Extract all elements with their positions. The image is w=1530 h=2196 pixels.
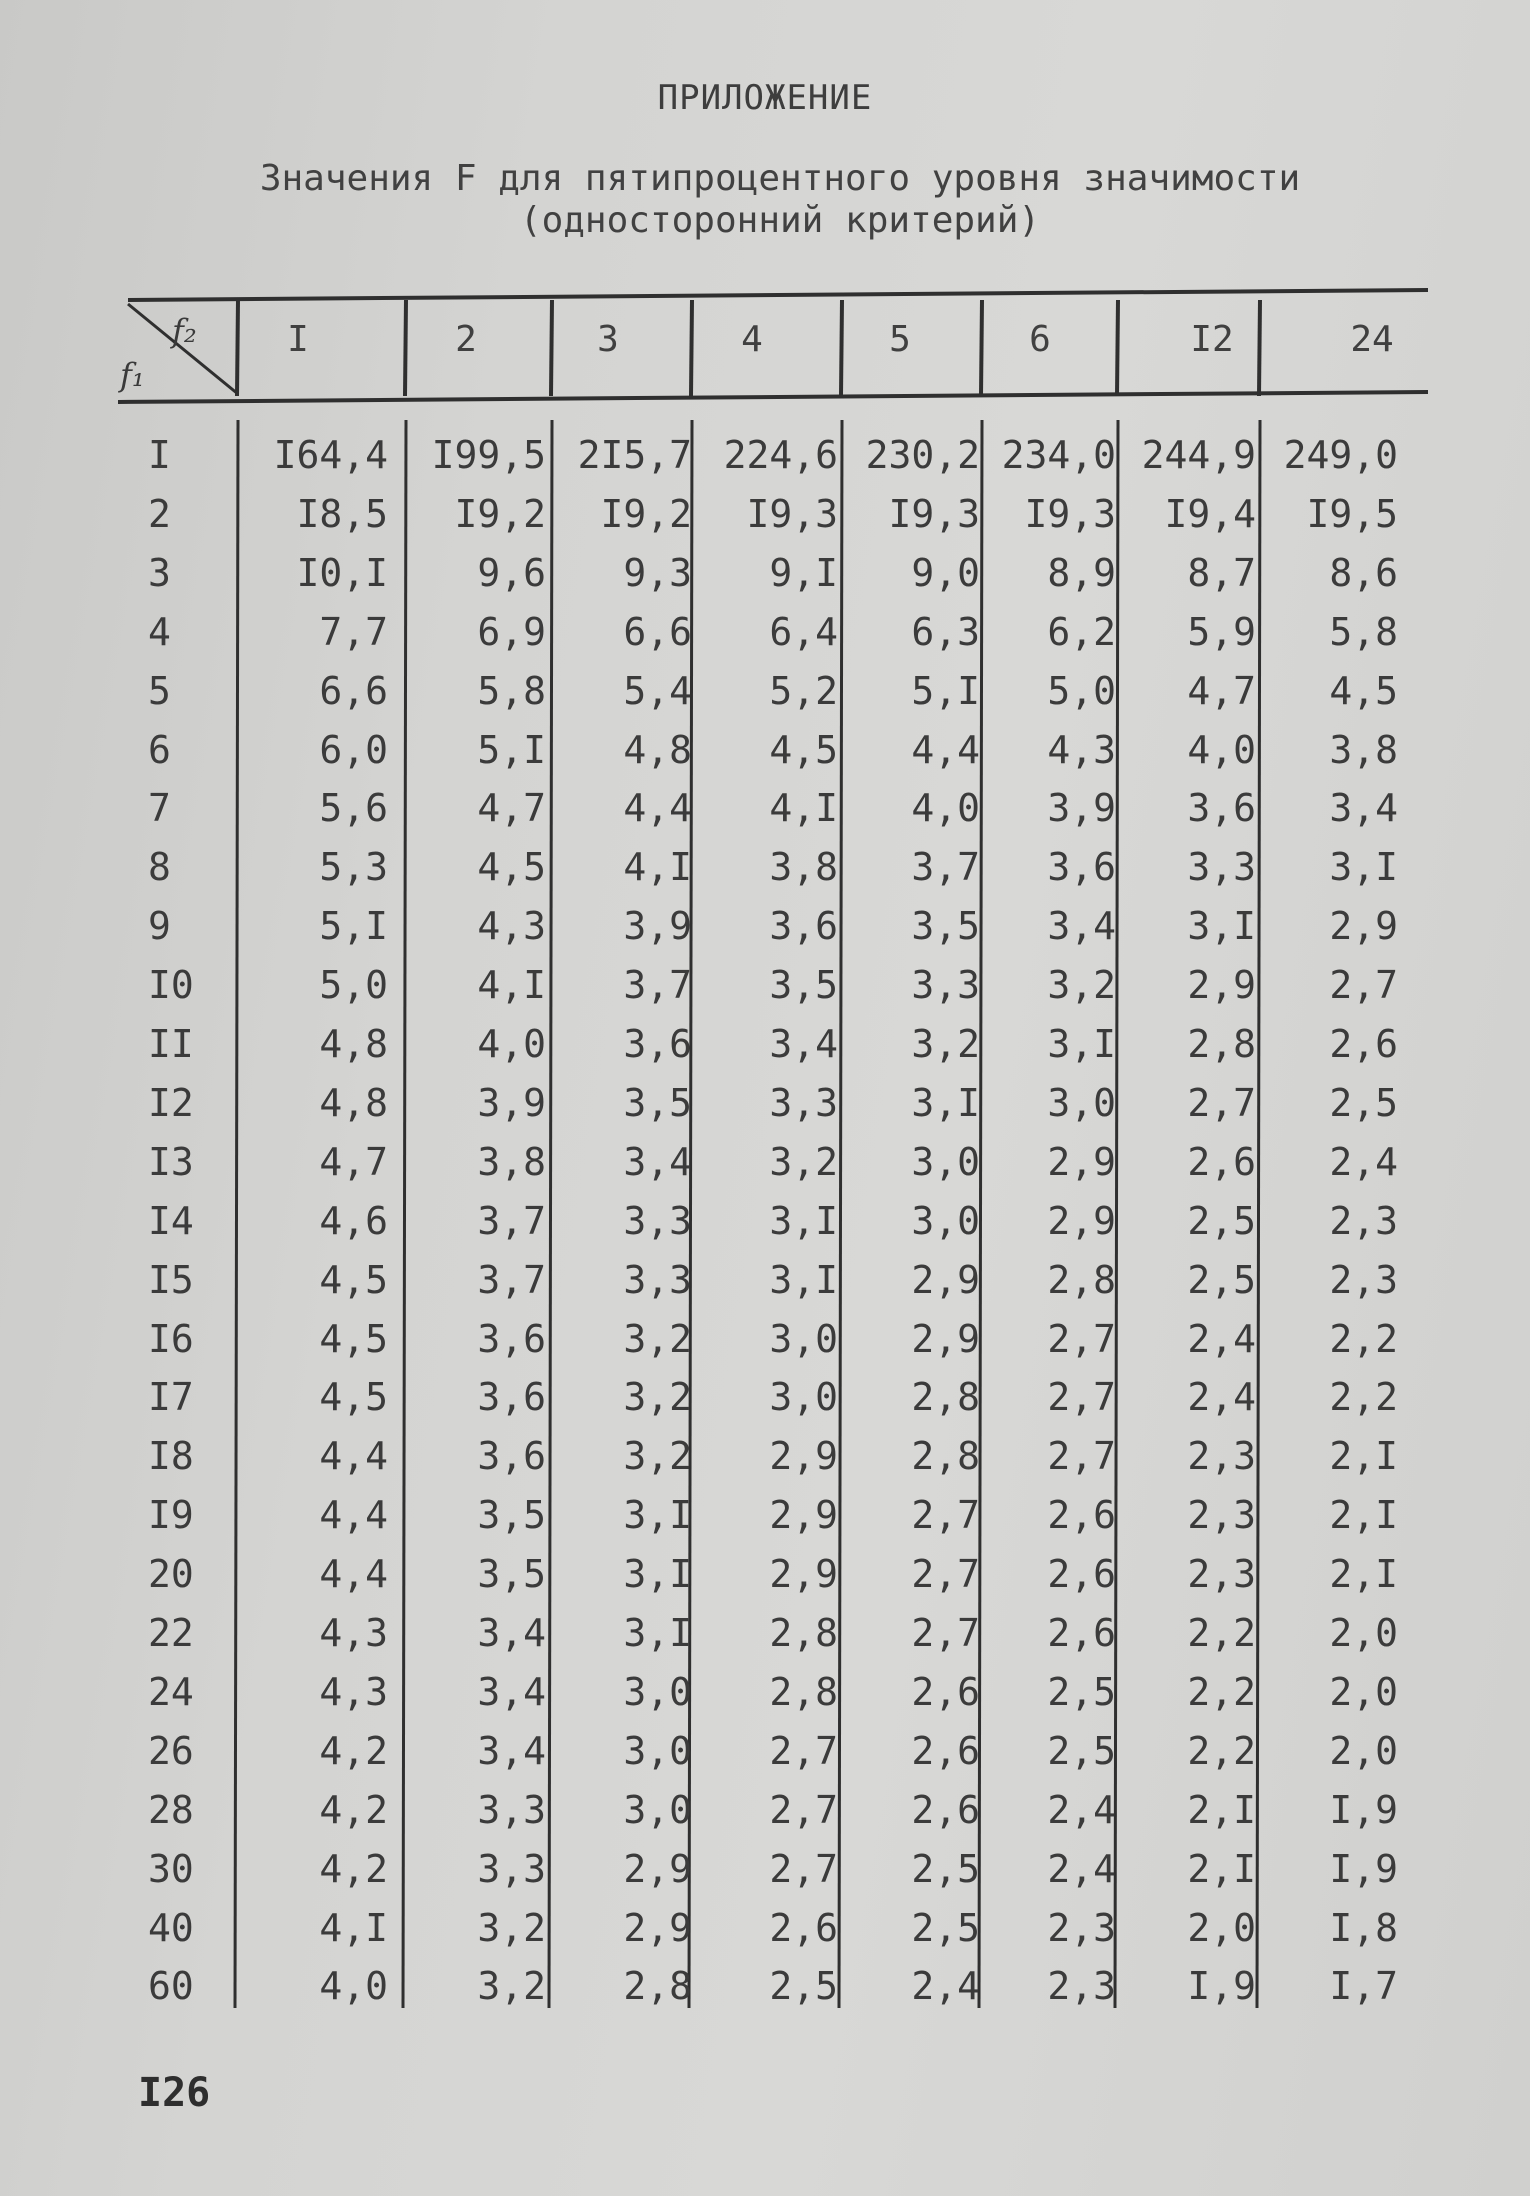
table-cell: 3,I [769, 1198, 838, 1243]
table-cell: 9,I [769, 550, 838, 595]
table-cell: 2,7 [1047, 1316, 1116, 1361]
table-cell: 2,4 [1329, 1139, 1398, 1184]
table-cell: 4,3 [319, 1669, 388, 1714]
table-cell: 2,9 [1047, 1198, 1116, 1243]
table-cell: 4,4 [319, 1493, 388, 1538]
table-cell: 4,8 [623, 727, 692, 772]
table-cell: 2,9 [911, 1316, 980, 1361]
table-cell: 8,6 [1329, 550, 1398, 595]
table-cell: I,9 [1187, 1964, 1256, 2009]
table-cell: 5,0 [1047, 668, 1116, 713]
table-cell: 2,7 [1329, 963, 1398, 1008]
table-cell: 4,8 [319, 1080, 388, 1125]
table-cell: 3,6 [477, 1316, 546, 1361]
table-cell: 4,4 [319, 1434, 388, 1479]
table-cell: 2,I [1329, 1493, 1398, 1538]
table-cell: 2,5 [1187, 1198, 1256, 1243]
table-cell: 2,7 [1187, 1080, 1256, 1125]
table-cell: 2,3 [1187, 1493, 1256, 1538]
table-cell: 3,5 [477, 1552, 546, 1597]
table-cell: 2,6 [1047, 1611, 1116, 1655]
column-divider [235, 420, 238, 2008]
table-cell: 4,4 [319, 1552, 388, 1597]
table-cell: 4,3 [477, 904, 546, 949]
table-cell: 4,5 [769, 727, 838, 772]
table-cell: 4,I [769, 786, 838, 831]
row-label: 24 [148, 1669, 194, 1714]
table-cell: 9,0 [911, 550, 980, 595]
row-label: 2 [148, 491, 171, 536]
table-cell: I9,4 [1164, 491, 1256, 536]
table-cell: 2,9 [1047, 1139, 1116, 1184]
row-label: 9 [148, 904, 171, 949]
table-cell: 4,4 [623, 786, 692, 831]
table-cell: 3,3 [477, 1846, 546, 1891]
row-label: 60 [148, 1964, 194, 2009]
row-label: I2 [148, 1080, 194, 1125]
table-cell: I9,3 [1024, 491, 1116, 536]
table-cell: 5,8 [477, 668, 546, 713]
table-cell: 4,2 [319, 1846, 388, 1891]
table-cell: 2,3 [1329, 1257, 1398, 1302]
table-cell: 2,4 [911, 1964, 980, 2009]
table-cell: I9,3 [888, 491, 980, 536]
table-cell: I9,2 [600, 491, 692, 536]
table-cell: 3,7 [477, 1198, 546, 1243]
table-cell: 2,7 [769, 1787, 838, 1832]
table-cell: 4,0 [1187, 727, 1256, 772]
table-cell: 2,7 [769, 1846, 838, 1891]
table-cell: 2,7 [911, 1552, 980, 1597]
table-cell: 2,9 [769, 1552, 838, 1597]
row-label: 26 [148, 1728, 194, 1773]
table-cell: 2,7 [1047, 1375, 1116, 1420]
table-cell: 3,I [623, 1493, 692, 1538]
table-cell: I8,5 [296, 491, 388, 536]
table-cell: I,9 [1329, 1846, 1398, 1891]
table-cell: 3,I [623, 1611, 692, 1655]
table-cell: 2,6 [911, 1669, 980, 1714]
table-cell: 3,2 [769, 1139, 838, 1184]
table-cell: 3,2 [623, 1434, 692, 1479]
table-cell: 2,9 [1187, 963, 1256, 1008]
table-cell: 2,9 [769, 1493, 838, 1538]
table-cell: 2,5 [911, 1846, 980, 1891]
table-cell: 3,0 [911, 1139, 980, 1184]
table-cell: 2,9 [623, 1905, 692, 1950]
row-label: 20 [148, 1552, 194, 1597]
table-cell: 5,4 [623, 668, 692, 713]
table-cell: 3,7 [477, 1257, 546, 1302]
table-cell: 5,0 [319, 963, 388, 1008]
table-cell: I,9 [1329, 1787, 1398, 1832]
table-cell: 2,6 [769, 1905, 838, 1950]
table-cell: 2,0 [1329, 1611, 1398, 1655]
table-cell: 2,8 [769, 1611, 838, 1655]
table-cell: 3,0 [911, 1198, 980, 1243]
table-cell: 3,0 [1047, 1080, 1116, 1125]
row-label: II [148, 1022, 194, 1066]
table-cell: 2,7 [769, 1728, 838, 1773]
table-cell: 6,6 [319, 668, 388, 713]
row-label: I3 [148, 1139, 194, 1184]
table-cell: 3,9 [623, 904, 692, 949]
table-cell: 3,3 [769, 1080, 838, 1125]
table-cell: 4,2 [319, 1728, 388, 1773]
row-label: 22 [148, 1611, 194, 1655]
table-cell: 2,5 [1047, 1728, 1116, 1773]
row-label: I5 [148, 1257, 194, 1302]
table-cell: I9,5 [1306, 491, 1398, 536]
table-cell: 4,4 [911, 727, 980, 772]
column-header: I2 [1190, 319, 1234, 360]
table-cell: 2,9 [1329, 904, 1398, 949]
table-cell: 2,3 [1187, 1552, 1256, 1597]
table-cell: 2,9 [769, 1434, 838, 1479]
table-cell: 6,0 [319, 727, 388, 772]
table-cell: 2,4 [1187, 1316, 1256, 1361]
table-cell: 2,4 [1047, 1846, 1116, 1891]
table-cell: 244,9 [1141, 433, 1256, 477]
table-cell: 2,7 [1047, 1434, 1116, 1479]
table-cell: I,7 [1329, 1964, 1398, 2009]
table-cell: 3,4 [477, 1611, 546, 1655]
table-cell: 2,9 [911, 1257, 980, 1302]
table-cell: 2,0 [1329, 1728, 1398, 1773]
table-cell: 3,4 [1329, 786, 1398, 831]
table-cell: I64,4 [273, 433, 388, 477]
table-cell: 2,5 [911, 1905, 980, 1950]
table-cell: 3,4 [769, 1022, 838, 1066]
table-cell: 2,8 [911, 1434, 980, 1479]
table-cell: 230,2 [865, 433, 980, 477]
table-cell: 5,9 [1187, 609, 1256, 654]
row-label: I4 [148, 1198, 194, 1243]
row-label: 6 [148, 727, 171, 772]
table-cell: 234,0 [1001, 433, 1116, 477]
table-cell: 3,I [769, 1257, 838, 1302]
table-cell: 3,7 [623, 963, 692, 1008]
table-cell: 3,5 [769, 963, 838, 1008]
table-cell: 3,I [1329, 845, 1398, 890]
table-cell: 4,8 [319, 1022, 388, 1066]
table-cell: 3,4 [1047, 904, 1116, 949]
table-cell: 2,5 [769, 1964, 838, 2009]
table-cell: 3,8 [769, 845, 838, 890]
table-cell: 6,4 [769, 609, 838, 654]
table-cell: 3,8 [1329, 727, 1398, 772]
table-cell: 2,4 [1187, 1375, 1256, 1420]
table-cell: 3,5 [477, 1493, 546, 1538]
table-cell: 3,4 [623, 1139, 692, 1184]
table-cell: 4,7 [319, 1139, 388, 1184]
table-cell: 4,5 [319, 1316, 388, 1361]
table-cell: 6,2 [1047, 609, 1116, 654]
table-cell: 2,2 [1187, 1728, 1256, 1773]
row-label: I0 [148, 963, 194, 1008]
table-cell: 3,9 [1047, 786, 1116, 831]
table-cell: 2,8 [769, 1669, 838, 1714]
table-cell: 2,2 [1329, 1316, 1398, 1361]
table-cell: 2,0 [1329, 1669, 1398, 1714]
page-number: I26 [138, 2070, 211, 2116]
table-cell: 3,6 [477, 1434, 546, 1479]
table-cell: 2,5 [1329, 1080, 1398, 1125]
table-cell: 3,2 [911, 1022, 980, 1066]
row-label: I9 [148, 1493, 194, 1538]
table-cell: 249,0 [1283, 433, 1398, 477]
table-cell: 4,0 [911, 786, 980, 831]
table-cell: 3,3 [623, 1198, 692, 1243]
table-cell: 3,I [1047, 1022, 1116, 1066]
table-cell: 5,8 [1329, 609, 1398, 654]
table-cell: 2,6 [1047, 1552, 1116, 1597]
table-cell: 3,0 [623, 1669, 692, 1714]
table-cell: 2,3 [1047, 1964, 1116, 2009]
table-cell: 3,7 [911, 845, 980, 890]
table-cell: 4,5 [1329, 668, 1398, 713]
table-cell: 3,I [911, 1080, 980, 1125]
table-cell: 4,5 [319, 1375, 388, 1420]
table-cell: 4,7 [1187, 668, 1256, 713]
table-cell: 3,4 [477, 1728, 546, 1773]
row-label: 8 [148, 845, 171, 890]
appendix-heading: ПРИЛОЖЕНИЕ [657, 78, 873, 118]
table-cell: 2,7 [911, 1611, 980, 1655]
row-label: I7 [148, 1375, 194, 1420]
table-cell: 2,8 [623, 1964, 692, 2009]
table-cell: 2,6 [911, 1787, 980, 1832]
table-cell: 2,6 [911, 1728, 980, 1773]
table-cell: 2,6 [1187, 1139, 1256, 1184]
table-cell: 4,I [477, 963, 546, 1008]
table-cell: 2,2 [1187, 1669, 1256, 1714]
table-cell: 2,0 [1187, 1905, 1256, 1950]
table-cell: 3,6 [477, 1375, 546, 1420]
header-divider [1117, 300, 1118, 396]
row-label: 30 [148, 1846, 194, 1891]
table-cell: 9,6 [477, 550, 546, 595]
corner-label-f2: f₂ [172, 312, 197, 350]
table-cell: 3,9 [477, 1080, 546, 1125]
table-cell: 3,0 [623, 1787, 692, 1832]
table-cell: 5,2 [769, 668, 838, 713]
table-cell: 6,9 [477, 609, 546, 654]
table-cell: 5,I [911, 668, 980, 713]
table-cell: 3,2 [1047, 963, 1116, 1008]
table-cell: 4,3 [319, 1611, 388, 1655]
table-cell: 3,3 [1187, 845, 1256, 890]
row-label: 40 [148, 1905, 194, 1950]
table-cell: 2,8 [1187, 1022, 1256, 1066]
table-cell: 5,I [319, 904, 388, 949]
table-cell: 2,9 [623, 1846, 692, 1891]
table-cell: 2,2 [1329, 1375, 1398, 1420]
table-cell: 2,3 [1329, 1198, 1398, 1243]
table-cell: 2,6 [1047, 1493, 1116, 1538]
table-cell: 8,7 [1187, 550, 1256, 595]
column-header: 3 [597, 319, 619, 360]
table-cell: 4,3 [1047, 727, 1116, 772]
row-label: 7 [148, 786, 171, 831]
table-cell: 3,2 [477, 1905, 546, 1950]
table-cell: 4,6 [319, 1198, 388, 1243]
row-label: I8 [148, 1434, 194, 1479]
table-caption-line-2: (односторонний критерий) [519, 200, 1041, 241]
table-caption-line-1: Значения F для пятипроцентного уровня значимости [259, 158, 1301, 199]
row-label: 28 [148, 1787, 194, 1832]
table-cell: 2,3 [1047, 1905, 1116, 1950]
table-cell: 3,5 [911, 904, 980, 949]
column-header: 2 [455, 319, 477, 360]
table-cell: 4,5 [319, 1257, 388, 1302]
table-cell: 3,3 [477, 1787, 546, 1832]
column-header: I [287, 319, 309, 360]
table-cell: 3,2 [477, 1964, 546, 2009]
table-cell: I9,2 [454, 491, 546, 536]
table-cell: 4,0 [477, 1022, 546, 1066]
table-cell: 6,6 [623, 609, 692, 654]
table-cell: 2,I [1329, 1552, 1398, 1597]
table-cell: 2,5 [1047, 1669, 1116, 1714]
table-cell: 5,6 [319, 786, 388, 831]
table-cell: 6,3 [911, 609, 980, 654]
table-cell: 8,9 [1047, 550, 1116, 595]
table-cell: 9,3 [623, 550, 692, 595]
table-cell: 3,4 [477, 1669, 546, 1714]
table-cell: 7,7 [319, 609, 388, 654]
table-cell: 3,3 [623, 1257, 692, 1302]
table-cell: 2,4 [1047, 1787, 1116, 1832]
table-cell: I,8 [1329, 1905, 1398, 1950]
table-cell: 3,2 [623, 1375, 692, 1420]
column-header: 4 [741, 319, 763, 360]
row-label: I6 [148, 1316, 194, 1361]
table-cell: 4,2 [319, 1787, 388, 1832]
corner-label-f1: f₁ [120, 356, 145, 394]
column-header: 5 [889, 319, 911, 360]
table-cell: I99,5 [431, 433, 546, 477]
table-cell: 2,7 [911, 1493, 980, 1538]
table-cell: 3,6 [769, 904, 838, 949]
table-cell: 2,6 [1329, 1022, 1398, 1066]
table-cell: 2,I [1329, 1434, 1398, 1479]
table-cell: 224,6 [723, 433, 838, 477]
table-cell: 2,I [1187, 1846, 1256, 1891]
row-label: I [148, 433, 171, 477]
table-cell: 3,0 [623, 1728, 692, 1773]
table-cell: I0,I [296, 550, 388, 595]
column-header: 6 [1029, 319, 1051, 360]
table-cell: 2,8 [1047, 1257, 1116, 1302]
table-cell: 3,I [1187, 904, 1256, 949]
column-header: 24 [1350, 319, 1394, 360]
table-cell: 5,3 [319, 845, 388, 890]
row-label: 5 [148, 668, 171, 713]
table-cell: 2,2 [1187, 1611, 1256, 1655]
table-cell: 5,I [477, 727, 546, 772]
table-cell: 4,5 [477, 845, 546, 890]
table-cell: 3,8 [477, 1139, 546, 1184]
row-label: 3 [148, 550, 171, 595]
table-cell: 4,I [623, 845, 692, 890]
table-cell: I9,3 [746, 491, 838, 536]
table-cell: 2,I [1187, 1787, 1256, 1832]
table-cell: 3,3 [911, 963, 980, 1008]
row-label: 4 [148, 609, 171, 654]
table-cell: 2,3 [1187, 1434, 1256, 1479]
table-cell: 2I5,7 [577, 433, 692, 477]
table-cell: 2,5 [1187, 1257, 1256, 1302]
table-cell: 4,I [319, 1905, 388, 1950]
table-cell: 3,I [623, 1552, 692, 1597]
table-cell: 3,2 [623, 1316, 692, 1361]
table-cell: 3,6 [623, 1022, 692, 1066]
table-cell: 3,6 [1047, 845, 1116, 890]
table-cell: 3,6 [1187, 786, 1256, 831]
table-cell: 4,0 [319, 1964, 388, 2009]
table-cell: 2,8 [911, 1375, 980, 1420]
table-cell: 3,0 [769, 1375, 838, 1420]
table-cell: 3,5 [623, 1080, 692, 1125]
table-cell: 4,7 [477, 786, 546, 831]
table-cell: 3,0 [769, 1316, 838, 1361]
